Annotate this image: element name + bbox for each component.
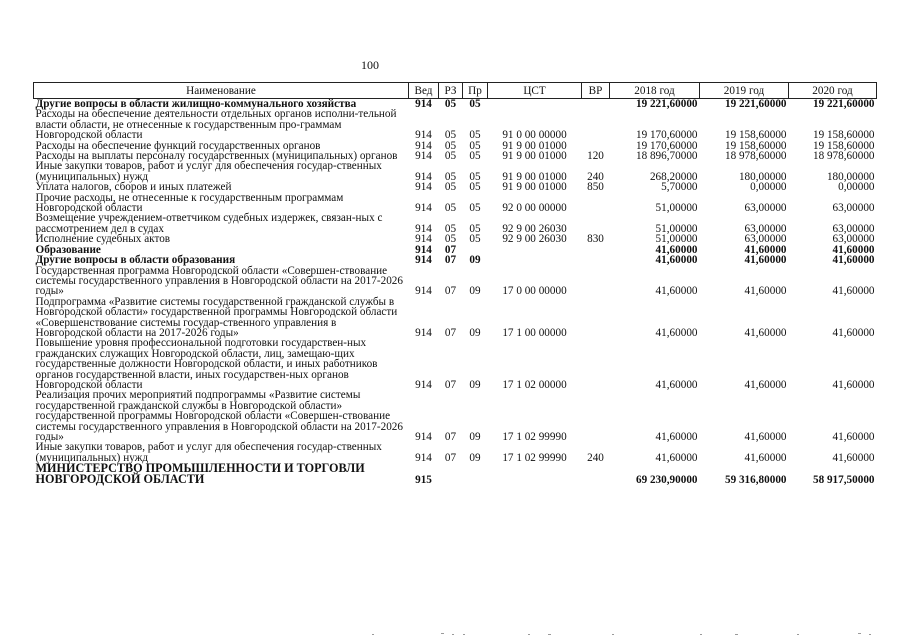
row-name: Другие вопросы в области жилищно-коммунального хозяйства xyxy=(35,98,357,110)
row-rz: 07 xyxy=(444,243,457,256)
row-cst: 91 0 00 00000 xyxy=(502,129,567,142)
row-cst xyxy=(488,245,582,255)
row-rz: 05 xyxy=(444,98,457,110)
row-2020: 63,00000 xyxy=(832,222,875,235)
row-2019: 41,60000 xyxy=(744,378,787,391)
row-2019: 63,00000 xyxy=(744,202,787,215)
row-rz: 05 xyxy=(444,181,457,194)
row-ved: 914 xyxy=(415,254,432,267)
row-ved: 914 xyxy=(415,202,432,215)
row-2019: 18 978,60000 xyxy=(724,150,787,163)
row-2019: 59 316,80000 xyxy=(724,473,787,486)
row-cst: 17 1 02 00000 xyxy=(502,378,567,391)
row-cst: 91 9 00 01000 xyxy=(502,181,567,194)
table-row xyxy=(34,266,877,297)
row-ved: 914 xyxy=(415,451,432,464)
row-name: Подпрограмма «Развитие системы государственной гражданской службы в Новгородской области» государственной программы Новгородской области «Совершенствование системы государ-ственного управления в Новгородской области на 2017-2026 годы» xyxy=(35,295,398,339)
row-name: Расходы на обеспечение функций государственных органов xyxy=(35,139,321,152)
row-rz: 05 xyxy=(444,222,457,235)
row-pr: 05 xyxy=(469,170,481,183)
row-name: Исполнение судебных актов xyxy=(35,233,171,246)
row-2018: 69 230,90000 xyxy=(635,473,698,486)
row-pr: 05 xyxy=(469,233,481,246)
col-2019-header: 2019 год xyxy=(700,83,789,99)
row-rz: 05 xyxy=(444,202,457,215)
row-ved: 914 xyxy=(415,170,432,183)
table-row xyxy=(34,338,877,390)
row-2018: 41,60000 xyxy=(655,243,698,256)
row-2020: 41,60000 xyxy=(832,254,875,267)
row-2019: 19 158,60000 xyxy=(724,139,787,152)
row-2019: 63,00000 xyxy=(744,222,787,235)
row-2018: 19 221,60000 xyxy=(635,98,698,110)
row-ved: 914 xyxy=(415,98,432,110)
col-2020-header: 2020 год xyxy=(789,83,877,99)
row-2018: 41,60000 xyxy=(655,285,698,298)
row-vr xyxy=(582,463,610,485)
row-pr: 09 xyxy=(469,451,481,464)
row-2020: 41,60000 xyxy=(832,285,875,298)
row-pr: 05 xyxy=(469,202,481,215)
row-2018: 41,60000 xyxy=(655,378,698,391)
row-2020: 41,60000 xyxy=(832,243,875,256)
row-ved: 914 xyxy=(415,129,432,142)
row-vr xyxy=(582,245,610,255)
row-2018: 268,20000 xyxy=(649,170,698,183)
row-cst: 92 0 00 00000 xyxy=(502,202,567,215)
row-name: Иные закупки товаров, работ и услуг для обеспечения государ-ственных (муниципальных) нужд xyxy=(35,441,382,464)
row-rz: 07 xyxy=(444,451,457,464)
row-vr: 120 xyxy=(587,150,604,163)
row-cst: 17 1 00 00000 xyxy=(502,326,567,339)
row-2019: 180,00000 xyxy=(738,170,787,183)
row-2019: 41,60000 xyxy=(744,254,787,267)
row-cst: 91 9 00 01000 xyxy=(502,139,567,152)
row-vr: 240 xyxy=(587,170,604,183)
row-rz: 07 xyxy=(444,431,457,443)
col-ved-header: Вед xyxy=(409,83,439,99)
row-2020: 19 221,60000 xyxy=(812,98,875,110)
row-name: Реализация прочих мероприятий подпрограммы «Развитие системы государственной гражданской службы в Новгородской области» государственной программы Новгородской области «Совершен-ствование системы государственного управления в Новгородской области на 2017-2026 годы» xyxy=(35,389,403,443)
col-name-header: Наименование xyxy=(34,83,409,99)
table-header xyxy=(34,83,877,99)
row-2018: 41,60000 xyxy=(655,254,698,267)
row-ved: 914 xyxy=(415,378,432,391)
row-2020: 18 978,60000 xyxy=(812,150,875,163)
row-2020: 41,60000 xyxy=(832,326,875,339)
row-rz: 05 xyxy=(444,233,457,246)
row-2019: 41,60000 xyxy=(744,326,787,339)
row-name: Прочие расходы, не отнесенные к государственным программам Новгородской области xyxy=(35,191,344,215)
row-2019: 41,60000 xyxy=(744,285,787,298)
row-pr xyxy=(463,463,488,485)
row-cst xyxy=(488,255,582,265)
row-name: Уплата налогов, сборов и иных платежей xyxy=(35,181,232,194)
row-pr: 05 xyxy=(469,98,481,110)
row-2020: 63,00000 xyxy=(832,202,875,215)
row-vr xyxy=(582,213,610,234)
row-2018: 5,70000 xyxy=(661,181,698,194)
col-rz-header: РЗ xyxy=(439,83,463,99)
row-cst: 17 1 02 99990 xyxy=(502,431,567,443)
row-name: Расходы на выплаты персоналу государственных (муниципальных) органов xyxy=(35,150,398,163)
col-vr-header: ВР xyxy=(582,83,610,99)
row-vr xyxy=(582,109,610,140)
row-rz xyxy=(439,463,463,485)
row-vr: 240 xyxy=(587,451,604,464)
row-rz: 05 xyxy=(444,170,457,183)
scan-specks xyxy=(0,633,905,636)
row-name: МИНИСТЕРСТВО ПРОМЫШЛЕННОСТИ И ТОРГОВЛИ НОВГОРОДСКОЙ ОБЛАСТИ xyxy=(35,461,365,487)
row-2018: 41,60000 xyxy=(655,451,698,464)
table-row xyxy=(34,109,877,140)
row-rz: 07 xyxy=(444,285,457,298)
row-2018: 19 170,60000 xyxy=(635,139,698,152)
row-name: Образование xyxy=(35,243,101,256)
row-ved: 914 xyxy=(415,222,432,235)
row-ved: 914 xyxy=(415,285,432,298)
row-ved: 915 xyxy=(415,473,432,486)
row-pr: 05 xyxy=(469,150,481,163)
row-cst: 17 1 02 99990 xyxy=(502,451,567,464)
row-2019: 0,00000 xyxy=(750,181,787,194)
row-2019: 19 158,60000 xyxy=(724,129,787,142)
row-name: Другие вопросы в области образования xyxy=(35,254,236,267)
row-rz: 05 xyxy=(444,150,457,163)
row-vr: 830 xyxy=(587,233,604,246)
row-vr xyxy=(582,266,610,297)
row-2020: 58 917,50000 xyxy=(812,473,875,486)
row-pr: 09 xyxy=(469,378,481,391)
row-vr xyxy=(582,297,610,339)
row-pr: 09 xyxy=(469,431,481,443)
row-rz: 07 xyxy=(444,254,457,267)
row-pr: 09 xyxy=(469,326,481,339)
row-2020: 63,00000 xyxy=(832,233,875,246)
row-ved: 914 xyxy=(415,233,432,246)
table-row xyxy=(34,161,877,182)
row-2019: 63,00000 xyxy=(744,233,787,246)
row-2018: 51,00000 xyxy=(655,233,698,246)
row-2019: 19 221,60000 xyxy=(724,98,787,110)
row-cst xyxy=(488,463,582,485)
row-name: Иные закупки товаров, работ и услуг для обеспечения государ-ственных (муниципальных) нужд xyxy=(35,160,382,183)
table-row xyxy=(34,390,877,442)
row-name: Расходы на обеспечение деятельности отдельных органов исполни-тельной власти области, не отнесенные к государственным про-граммам Новгородской области xyxy=(35,108,397,142)
row-name: Возмещение учреждением-ответчиком судебных издержек, связан-ных с рассмотрением дел в судах xyxy=(35,212,383,235)
row-cst: 91 9 00 01000 xyxy=(502,170,567,183)
row-pr: 05 xyxy=(469,181,481,194)
row-2018: 19 170,60000 xyxy=(635,129,698,142)
row-2019: 41,60000 xyxy=(744,243,787,256)
row-ved: 914 xyxy=(415,431,432,443)
row-rz: 05 xyxy=(444,129,457,142)
row-rz: 07 xyxy=(444,326,457,339)
row-cst: 17 0 00 00000 xyxy=(502,285,567,298)
row-vr xyxy=(582,193,610,214)
row-2018: 18 896,70000 xyxy=(635,150,698,163)
row-pr: 05 xyxy=(469,139,481,152)
row-pr: 05 xyxy=(469,129,481,142)
row-ved: 914 xyxy=(415,243,432,256)
row-vr xyxy=(582,390,610,442)
col-pr-header: Пр xyxy=(463,83,488,99)
row-vr: 850 xyxy=(587,181,604,194)
row-ved: 914 xyxy=(415,326,432,339)
row-vr xyxy=(582,338,610,390)
row-pr: 05 xyxy=(469,222,481,235)
row-vr xyxy=(582,255,610,265)
table-row xyxy=(34,193,877,214)
row-vr xyxy=(582,99,610,110)
row-2019: 41,60000 xyxy=(744,451,787,464)
row-2018: 51,00000 xyxy=(655,202,698,215)
row-cst: 92 9 00 26030 xyxy=(502,233,567,246)
row-ved: 914 xyxy=(415,181,432,194)
row-2020: 41,60000 xyxy=(832,378,875,391)
row-2020: 0,00000 xyxy=(838,181,875,194)
table-row xyxy=(34,442,877,463)
row-rz: 07 xyxy=(444,378,457,391)
row-pr: 09 xyxy=(469,254,481,267)
table-row xyxy=(34,297,877,339)
row-name: Государственная программа Новгородской области «Совершен-ствование системы государственного управления в Новгородской области на 2017-2026 годы» xyxy=(35,264,403,298)
row-2018: 41,60000 xyxy=(655,326,698,339)
row-ved: 914 xyxy=(415,150,432,163)
row-2020: 41,60000 xyxy=(832,451,875,464)
row-cst xyxy=(488,99,582,110)
row-2019: 41,60000 xyxy=(744,431,787,443)
table-row xyxy=(34,213,877,234)
row-pr: 09 xyxy=(469,285,481,298)
page-number: 100 xyxy=(361,58,379,72)
row-2020: 19 158,60000 xyxy=(812,139,875,152)
row-cst: 92 9 00 26030 xyxy=(502,222,567,235)
row-name: Повышение уровня профессиональной подготовки государствен-ных гражданских служащих Новгородской области, лиц, замещаю-щих государственные должности Новгородской области, и иных работников органов государственной власти, иных государствен-ных органов Новгородской области xyxy=(35,337,378,391)
row-rz: 05 xyxy=(444,139,457,152)
row-2020: 19 158,60000 xyxy=(812,129,875,142)
row-2018: 41,60000 xyxy=(655,431,698,443)
row-2020: 41,60000 xyxy=(832,431,875,443)
row-2018: 51,00000 xyxy=(655,222,698,235)
table-row xyxy=(34,255,877,265)
row-2020: 180,00000 xyxy=(826,170,875,183)
budget-table xyxy=(33,82,877,485)
col-cst-header: ЦСТ xyxy=(488,83,582,99)
col-2018-header: 2018 год xyxy=(610,83,700,99)
row-ved: 914 xyxy=(415,139,432,152)
table-row xyxy=(34,463,877,485)
row-cst: 91 9 00 01000 xyxy=(502,150,567,163)
